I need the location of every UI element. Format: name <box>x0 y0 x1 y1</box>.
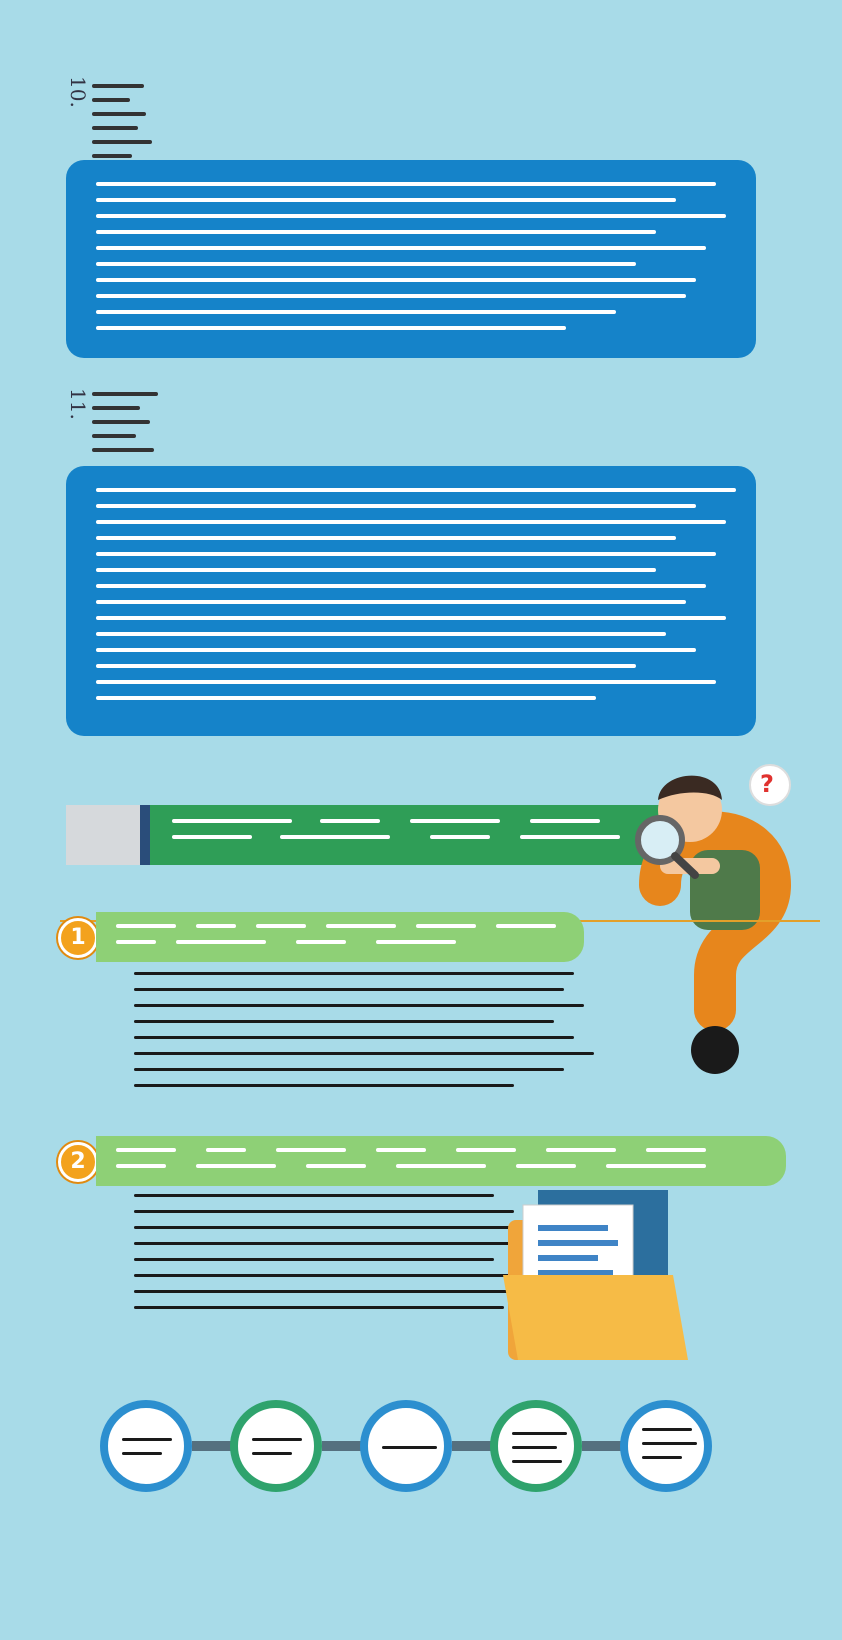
connector-2 <box>322 1441 362 1451</box>
step-2-banner <box>96 1136 786 1186</box>
circle-5 <box>620 1400 712 1492</box>
answer-box-11 <box>66 466 756 736</box>
circle-4 <box>490 1400 582 1492</box>
connector-4 <box>582 1441 622 1451</box>
item-11-number: 11. <box>66 388 90 420</box>
connector-3 <box>452 1441 492 1451</box>
item-10-number: 10. <box>66 76 90 108</box>
answer-box-10 <box>66 160 756 358</box>
folder-documents-illustration <box>498 1180 698 1370</box>
circle-1 <box>100 1400 192 1492</box>
person-with-magnifier-illustration <box>620 760 820 1090</box>
step-2-badge: 2 <box>58 1142 98 1182</box>
connector-1 <box>192 1441 232 1451</box>
circle-3 <box>360 1400 452 1492</box>
circle-2 <box>230 1400 322 1492</box>
step-1-banner <box>96 912 584 962</box>
question-mark-icon: ? <box>760 770 774 798</box>
section-header-banner <box>150 805 686 865</box>
step-1-badge: 1 <box>58 918 98 958</box>
